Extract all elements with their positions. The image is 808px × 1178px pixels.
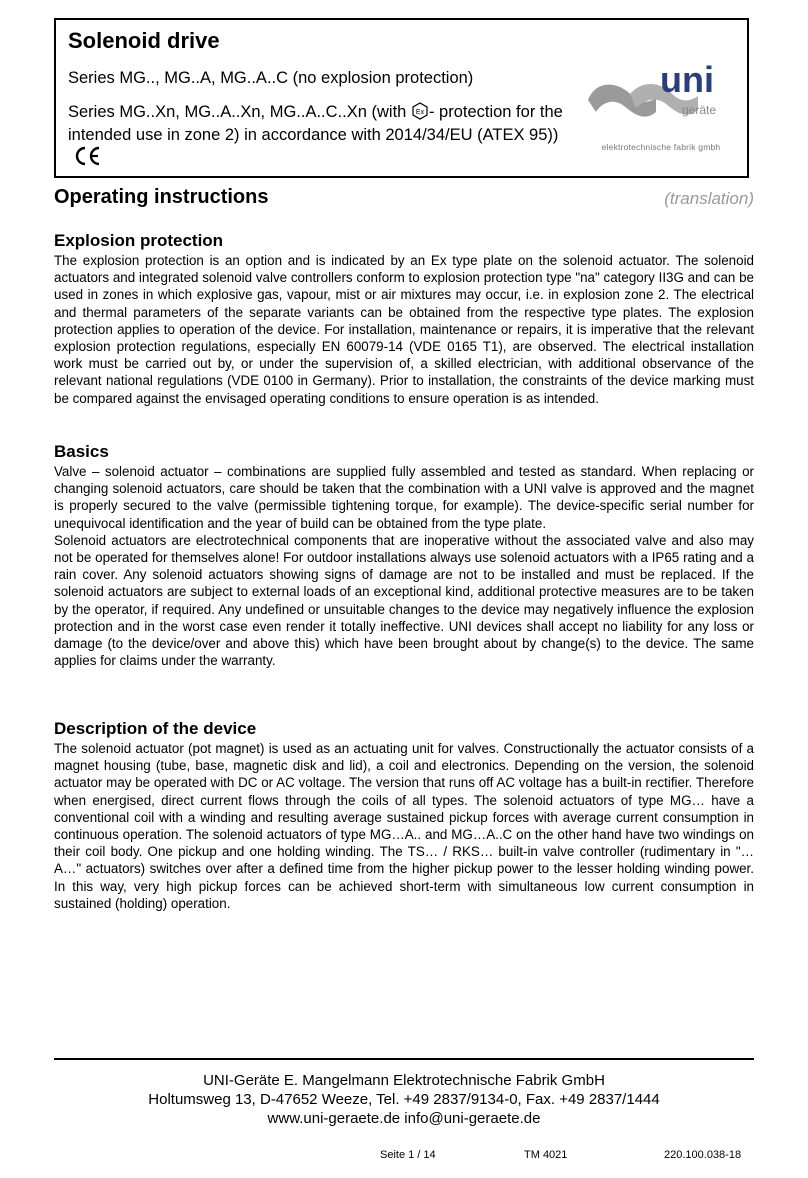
document-title: Solenoid drive (68, 28, 220, 53)
operating-instructions-title: Operating instructions (54, 186, 269, 208)
logo-wordmark: uni (660, 59, 714, 100)
series-ex-pre: Series MG..Xn, MG..A..Xn, MG..A..C..Xn (with (68, 103, 407, 121)
section-paragraph: The explosion protection is an option and is indicated by an Ex type plate on the solenoid actuator. The solenoid actuators and integrated solenoid valve controllers conform to explosion protection type "na" category II3G and can be used in zones in which explosive gas, vapour, mist or air mixtures may occur, i.e. in explosion zone 2. The electrical and thermal parameters of the separate variants can be obtained from the respective type plates. The explosion protection applies to operation of the device. For installation, maintenance or repairs, it is imperative that the relevant explosion protection regulations, especially EN 60079-14 (VDE 0165 T1), are observed. The electrical installation work must be carried out by, or under the supervision of, a skilled electrician, with additional observance of the relevant national regulations (VDE 0100 in Germany). Prior to installation, the constraints of the device marking must be compared against the envisaged operating conditions to ensure operation is as intended. (54, 253, 754, 406)
uni-logo (586, 50, 736, 160)
section-basics (54, 442, 754, 669)
footer-divider (54, 1058, 754, 1060)
section-heading: Basics (54, 442, 109, 461)
section-description (54, 719, 754, 912)
page-number: Seite 1 / 14 (380, 1149, 436, 1161)
footer-company: UNI-Geräte E. Mangelmann Elektrotechnische Fabrik GmbH (203, 1072, 605, 1089)
series-ex-post: - protection for the intended use in zone 2) in accordance with 2014/34/EU (ATEX 95)) (68, 103, 563, 144)
section-paragraph: The solenoid actuator (pot magnet) is used as an actuating unit for valves. Constructionally the actuator consists of a magnet housing (tube, base, magnetic disk and lid), a coil and electronics. Depending on the version, the solenoid actuator may be operated with DC or AC voltage. The version that runs off AC voltage has a built-in rectifier. Therefore when energised, direct current flows through the coils of all types. The solenoid actuators of type MG… have a conventional coil with a winding and resulting average sustained pickup forces with average current consumption in continuous operation. The solenoid actuators of type MG…A.. and MG…A..C on the other hand have two windings on their coil body. One pickup and one holding winding. The TS… / RKS… built-in valve controller (rudimentary in "…A…" actuators) switches over after a defined time from the higher pickup power to the lesser holding winding power. In this way, very high pickup forces can be achieved short-term with simultaneous low current consumption in sustained (holding) operation. (54, 741, 754, 911)
header-box (54, 18, 749, 178)
logo-tagline: elektrotechnische fabrik gmbh (601, 142, 721, 152)
document-number: 220.100.038-18 (664, 1149, 742, 1161)
section-paragraph: Solenoid actuators are electrotechnical components that are inoperative without the associated valve and also may not be operated for themselves alone! For outdoor installations always use solenoid actuators with a IP65 rating and a rain cover. Any solenoid actuators showing signs of damage are not to be installed and must be replaced. If the solenoid actuators are subject to external loads of an exceptional kind, additional protective measures are to be taken by the operator, if required. Any undefined or unsuitable changes to the device may negatively influence the explosion protection and in the worst case even render it totally ineffective. UNI devices shall accept no liability for any loss or damage (to the device/over and above this) which have been brought about by change(s) to the device. The same applies for claims under the warranty. (54, 532, 754, 669)
section-paragraph: Valve – solenoid actuator – combinations are supplied fully assembled and tested as standard. When replacing or changing solenoid actuators, care should be taken that the combination with a UNI valve is approved and the magnet is properly secured to the valve (permissible tightening torque, for example). The device-specific serial number for unequivocal identification and the year of build can be obtained from the type plate. (54, 464, 754, 531)
footer-contact: www.uni-geraete.de info@uni-geraete.de (267, 1110, 541, 1127)
footer (54, 1071, 754, 1128)
svg-text:Ex: Ex (415, 109, 425, 116)
section-heading: Explosion protection (54, 231, 224, 250)
ex-hexagon-icon (411, 102, 429, 125)
translation-note: (translation) (664, 189, 754, 208)
section-heading: Description of the device (54, 719, 257, 738)
section-explosion-protection (54, 231, 754, 407)
series-line-ex (68, 102, 568, 172)
series-line-no-ex: Series MG.., MG..A, MG..A..C (no explosion protection) (68, 69, 474, 87)
tm-number: TM 4021 (524, 1149, 568, 1161)
logo-subword: geräte (682, 103, 717, 117)
footer-address: Holtumsweg 13, D-47652 Weeze, Tel. +49 2837/9134-0, Fax. +49 2837/1444 (148, 1091, 660, 1108)
ce-mark-icon (72, 145, 102, 172)
